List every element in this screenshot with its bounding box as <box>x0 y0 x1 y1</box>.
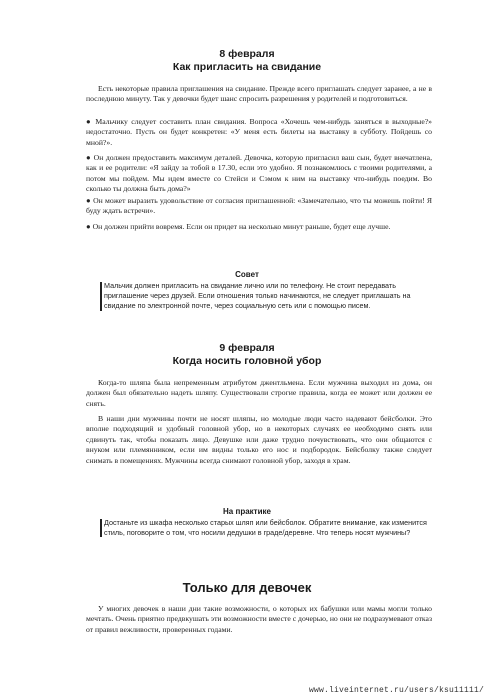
practice-box-title: На практике <box>223 507 271 516</box>
section-title: Только для девочек <box>182 580 312 595</box>
footer-url: www.liveinternet.ru/users/ksu11111/ <box>308 686 484 695</box>
section-title: Как пригласить на свидание <box>172 61 322 73</box>
practice-box <box>104 518 434 538</box>
paragraph: Когда-то шляпа была непременным атрибутом джентльмена. Если мужчина выходил из дома, он должен был обязательно надеть шляпу. Существовали строгие правила, когда ее может или должен ее снять. <box>86 378 432 408</box>
section-date: 9 февраля <box>219 342 275 354</box>
paragraph: У многих девочек в наши дни такие возможности, о которых их бабушки или мамы могли только мечтать. Очень приятно предвкушать эти возможности вместе с дочерью, но они не подразумевают отказ от правил вежливости, проверенных годами. <box>86 604 432 634</box>
tip-box-text: Мальчик должен пригласить на свидание лично или по телефону. Не стоит передавать приглашение через друзей. Если отношения только начинаются, не следует приглашать на свидание по электронной почте, через социальную сеть или с помощью писем. <box>104 281 411 311</box>
tip-box-rule <box>100 282 102 311</box>
tip-box-title: Совет <box>235 270 259 279</box>
practice-box-text: Достаньте из шкафа несколько старых шляп или бейсболок. Обратите внимание, как изменится стиль, поговорите о том, что носили дедушки в граде/деревне. Что теперь носят мужчины? <box>104 518 427 538</box>
bullet-paragraph: ● Мальчику следует составить план свидания. Вопроса «Хочешь чем-нибудь заняться в выходные?» недостаточно. Пусть он будет конкретен: «У меня есть билеты на выставку в субботу. Пойдешь со мной?». <box>86 117 432 147</box>
bullet-paragraph: ● Он должен прийти вовремя. Если он придет на несколько минут раньше, будет еще лучше. <box>86 222 391 231</box>
section-date: 8 февраля <box>219 48 275 60</box>
paragraph: В наши дни мужчины почти не носят шляпы, но молодые люди часто надевают бейсболки. Это вполне подходящий и удобный головной убор, но в некоторых случаях ее необходимо снять или сдвинуть так, чтобы показать лицо. Девушке или даже трудно почувствовать, что они общаются с внуком или племянником, если им видны только его нос и подбородок. Бейсболку также следует снимать в помещениях. Мужчины всегда снимают головной убор, заходя в храм. <box>86 414 432 465</box>
section-title: Когда носить головной убор <box>172 355 322 367</box>
tip-box <box>104 281 434 312</box>
practice-box-rule <box>100 519 102 537</box>
bullet-paragraph: ● Он может выразить удовольствие от согласия приглашенной: «Замечательно, что ты можешь пойти! Я буду ждать встречи». <box>86 196 432 216</box>
bullet-paragraph: ● Он должен предоставить максимум деталей. Девочка, которую пригласил ваш сын, будет внечатлена, как и ее родители: «Я зайду за тобой в 17.30, если это удобно. Я познакомлюсь с твоими родителями, а потом мы пойдем. Мы идем вместе со Стейси и Сэмом к ним на выставку что-нибудь поедим. Во сколько ты должна быть дома?» <box>86 153 432 194</box>
paragraph: Есть некоторые правила приглашения на свидание. Прежде всего приглашать следует заранее, а не в последнюю минуту. Так у девочки будет шанс спросить разрешения у родителей и подготовиться. <box>86 84 432 104</box>
